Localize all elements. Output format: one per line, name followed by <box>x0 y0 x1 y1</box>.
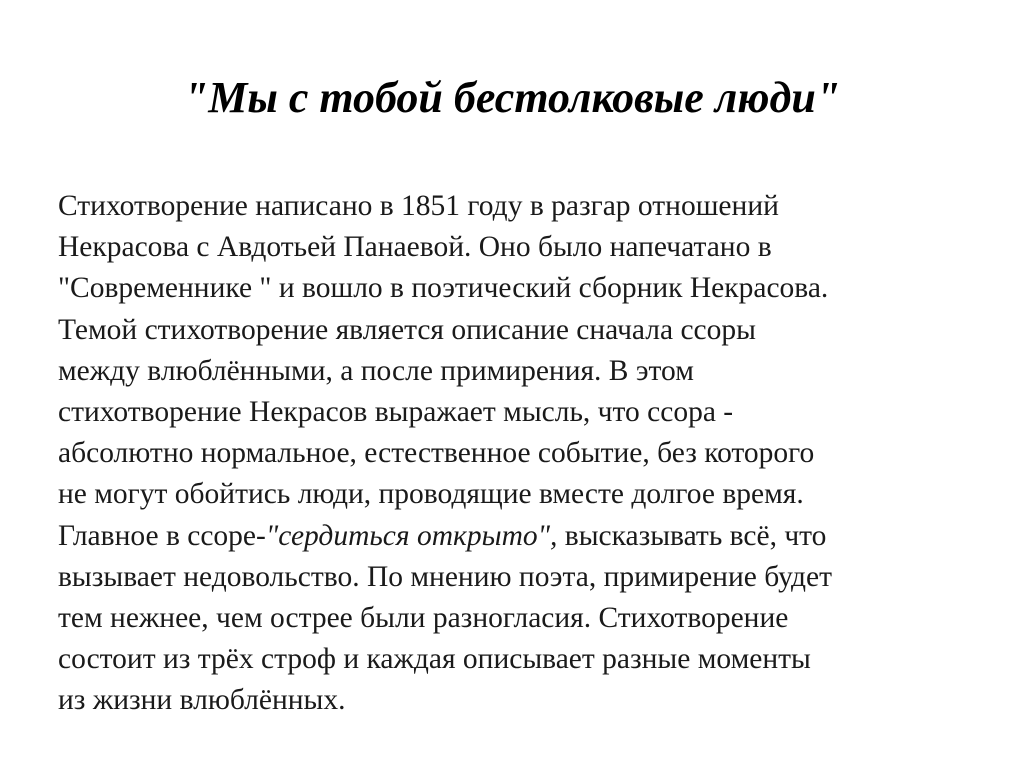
body-line-4: Темой стихотворение является описание сначала ссоры <box>58 313 756 346</box>
body-line-7: абсолютно нормальное, естественное событие, без которого <box>58 437 815 470</box>
body-line-2: Некрасова с Авдотьей Панаевой. Оно было напечатано в <box>58 231 772 264</box>
body-line-5: между влюблёнными, а после примирения. В этом <box>58 354 694 387</box>
quote-sarditsya-otkryto: "сердиться открыто", <box>265 519 558 552</box>
body-line-12: состоит из трёх строф и каждая описывает разные моменты <box>58 643 811 676</box>
slide-body-text <box>58 186 978 722</box>
body-line-1: Стихотворение написано в 1851 году в разгар отношений <box>58 190 779 222</box>
body-line-9-prefix: Главное в ссоре- <box>58 519 266 552</box>
body-line-11: тем нежнее, чем острее были разногласия. Стихотворение <box>58 602 789 635</box>
body-line-3: "Современнике " и вошло в поэтический сборник Некрасова. <box>58 272 829 305</box>
body-line-9 <box>58 516 978 557</box>
body-line-10: вызывает недовольство. По мнению поэта, примирение будет <box>58 560 833 593</box>
body-line-8: не могут обойтись люди, проводящие вместе долгое время. <box>58 478 804 511</box>
slide-title: "Мы с тобой бестолковые люди" <box>183 73 841 122</box>
body-line-9-suffix: высказывать всё, что <box>557 519 827 552</box>
body-line-13: из жизни влюблённых. <box>58 684 346 717</box>
body-line-6: стихотворение Некрасов выражает мысль, что ссора - <box>58 396 734 429</box>
